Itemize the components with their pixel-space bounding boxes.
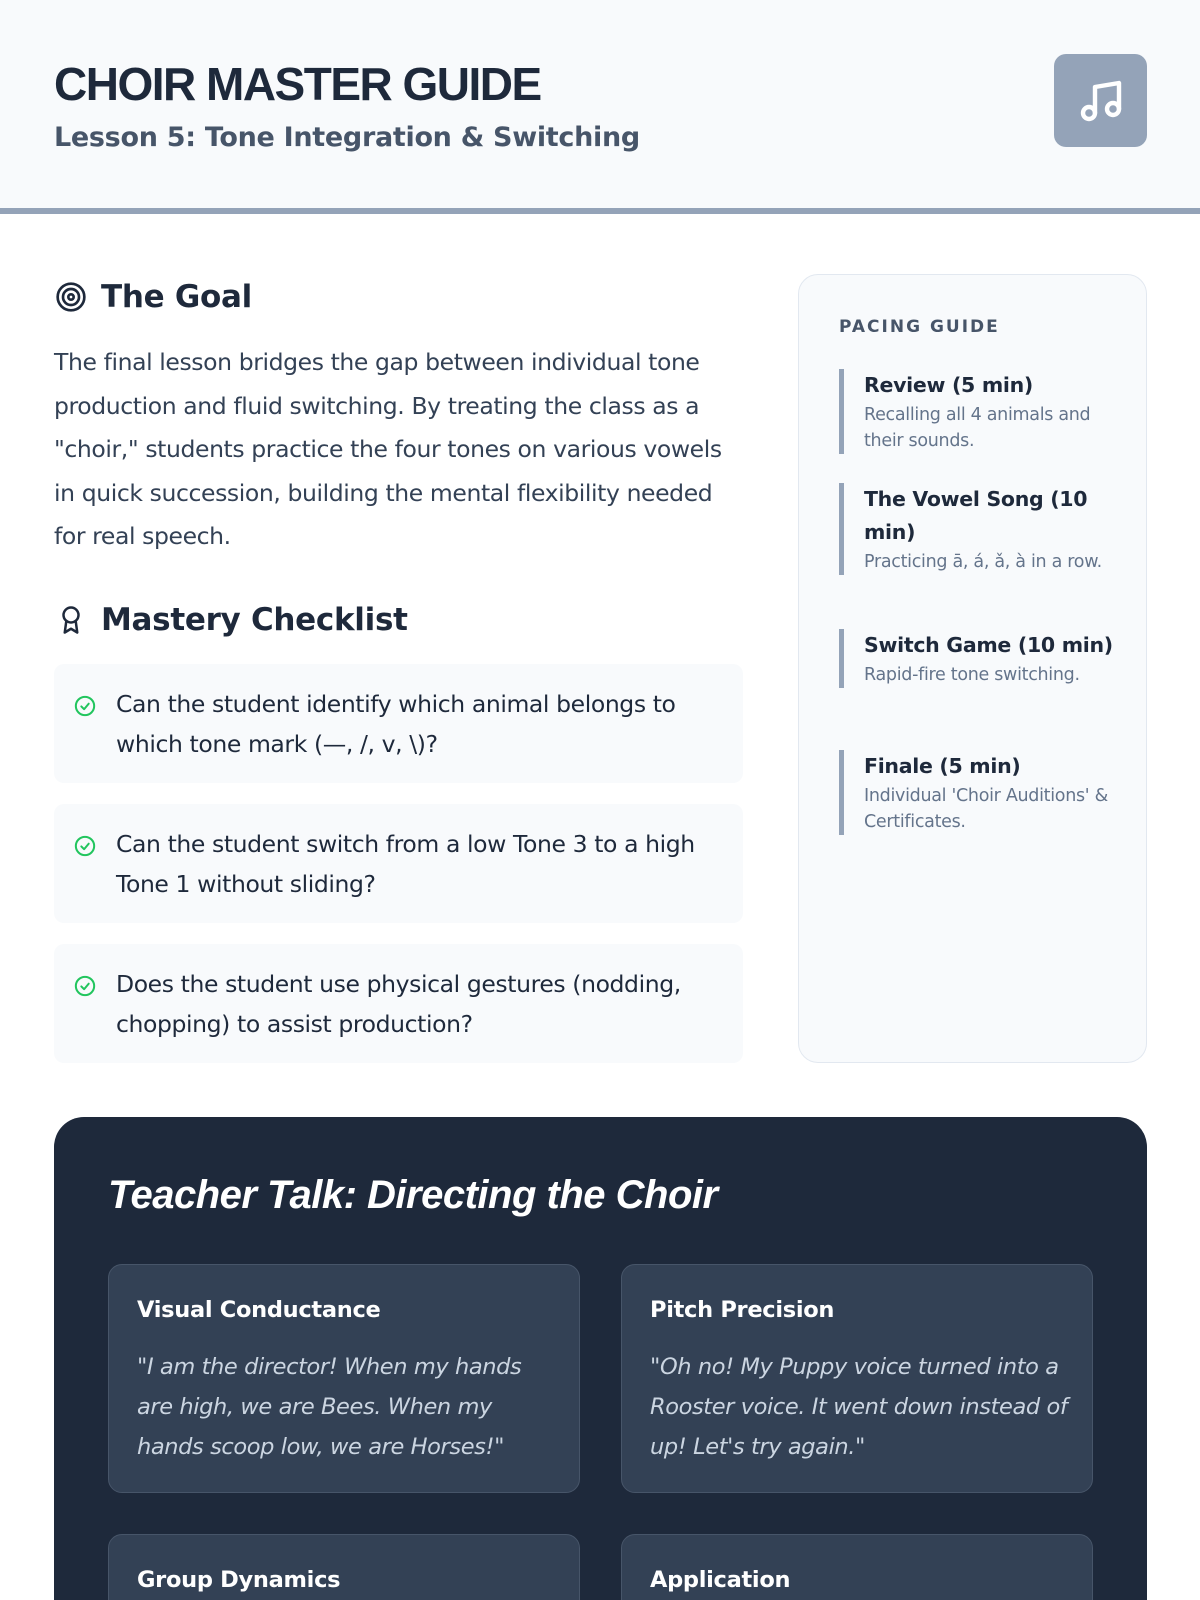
teacher-talk-card-title: Application (650, 1567, 791, 1593)
checklist-item (54, 664, 743, 783)
goal-heading-label: The Goal (101, 279, 252, 315)
music-note-icon (1077, 77, 1125, 125)
pacing-item-desc: Rapid-fire tone switching. (864, 665, 1080, 685)
teacher-talk-card-quote: "Oh no! My Puppy voice turned into a Rooster voice. It went down instead of up! Let's try again." (650, 1354, 1068, 1460)
page-title: CHOIR MASTER GUIDE (54, 58, 541, 110)
award-icon (54, 603, 88, 637)
checklist-item (54, 944, 743, 1063)
checklist-item (54, 804, 743, 923)
pacing-item (839, 369, 1114, 454)
teacher-talk-card (108, 1264, 580, 1493)
checklist-heading (54, 600, 408, 640)
logo-badge (1054, 54, 1147, 147)
teacher-talk-card (621, 1264, 1093, 1493)
check-circle-icon (74, 695, 96, 717)
pacing-item (839, 629, 1114, 688)
goal-heading (54, 277, 252, 317)
teacher-talk-card-quote: "I am the director! When my hands are high, we are Bees. When my hands scoop low, we are Horses!" (137, 1354, 522, 1460)
pacing-item-desc: Practicing ā, á, ǎ, à in a row. (864, 552, 1102, 572)
pacing-item-desc: Individual 'Choir Auditions' & Certificates. (864, 786, 1108, 832)
target-icon (54, 280, 88, 314)
pacing-item-title: The Vowel Song (10 min) (864, 487, 1088, 544)
teacher-talk-title: Teacher Talk: Directing the Choir (108, 1173, 718, 1217)
pacing-item-title: Review (5 min) (864, 373, 1033, 397)
pacing-guide-panel (798, 274, 1147, 1063)
pacing-guide-label: PACING GUIDE (839, 317, 1000, 337)
teacher-talk-card (621, 1534, 1093, 1600)
teacher-talk-section (54, 1117, 1147, 1600)
checklist-item-text: Does the student use physical gestures (nodding, chopping) to assist production? (116, 970, 681, 1038)
pacing-item-title: Finale (5 min) (864, 754, 1021, 778)
teacher-talk-card (108, 1534, 580, 1600)
page-subtitle: Lesson 5: Tone Integration & Switching (54, 122, 640, 153)
checklist-heading-label: Mastery Checklist (101, 602, 408, 638)
page-header (0, 0, 1200, 214)
checklist-item-text: Can the student identify which animal belongs to which tone mark (—, /, v, \)? (116, 690, 676, 758)
checklist-item-text: Can the student switch from a low Tone 3 to a high Tone 1 without sliding? (116, 830, 695, 898)
teacher-talk-card-title: Group Dynamics (137, 1567, 341, 1593)
pacing-item (839, 483, 1114, 575)
teacher-talk-card-title: Visual Conductance (137, 1297, 381, 1323)
check-circle-icon (74, 975, 96, 997)
pacing-item-title: Switch Game (10 min) (864, 633, 1113, 657)
check-circle-icon (74, 835, 96, 857)
pacing-item-desc: Recalling all 4 animals and their sounds. (864, 405, 1091, 451)
teacher-talk-card-title: Pitch Precision (650, 1297, 835, 1323)
goal-description: The final lesson bridges the gap between individual tone production and fluid switching. By treating the class as a "choir," students practice the four tones on various vowels in quick succession, building the mental flexibility needed for real speech. (54, 348, 722, 550)
pacing-item (839, 750, 1114, 835)
